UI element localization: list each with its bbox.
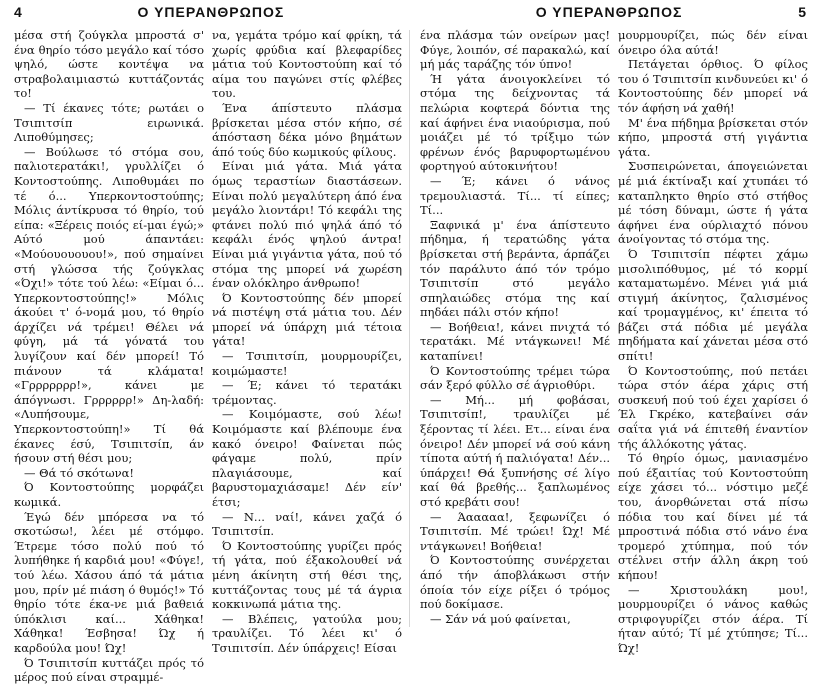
paragraph: Ή γάτα άνοιγοκλείνει τό στόμα της δείχνοντας τά πελώρια κοφτερά δόντια της καί άφήνει ένα νιαούρισμα, πού μοιάζει μέ τό τρίξιμο τών φρένων ένός βαρυφορτωμένου φορτηγού αύτοκινήτου! bbox=[420, 71, 610, 174]
paragraph: — Τί έκανες τότε; ρωτάει ο Τσιπιτσίπ ειρωνικά. Λιποθύμησες; bbox=[14, 100, 204, 145]
paragraph: — Έ; κάνει τό τερατάκι τρέμοντας. bbox=[212, 378, 402, 407]
running-title-right: Ο ΥΠΕΡΑΝΘΡΩΠΟΣ bbox=[535, 4, 683, 20]
page-header-right bbox=[420, 0, 806, 24]
paragraph: — Κοιμόμαστε, σού λέω! Κοιμόμαστε καί βλέπουμε ένα κακό όνειρο! Φαίνεται πώς φάγαμε πολύ, πρίν πλαγιάσουμε, καί βαρυστομαχιάσαμε! Δέν είν' έτσι; bbox=[212, 407, 402, 509]
paragraph: Πετάγεται όρθιος. Ό φίλος του ό Τσιπιτσίπ κινδυνεύει κι' ό Κοντοστούπης δέν μπορεί νά τόν άφήση νά χαθή! bbox=[618, 57, 808, 115]
paragraph: Έγώ δέν μπόρεσα να τό σκοτώσω!, λέει μέ στόμφο. Έτρεμε τόσο πολύ πού τό λυπήθηκε ή καρδιά μου! «Φύγε!, τού λέω. Χάσου άπό τά μάτια μου, πρίν μέ πιάση ό θυμός!» Τό θηρίο τότε έκα-νε μιά βαθειά ύπόκλισι καί... Χάθηκα! Χάθηκα! Έσβησα! Ώχ ή καρδούλα μου! Ώχ! bbox=[14, 509, 204, 655]
text-column-4 bbox=[618, 28, 808, 655]
paragraph: Ό Κοντοστούπης, πού πετάει τώρα στόν άέρα χάρις στή συσκευή πού τού έχει χαρίσει ό Έλ Γκρέκο, κατεβαίνει σάν σαΐτα γιά νά έπιτεθή έναντίον τής άλλόκοτης γάτας. bbox=[618, 363, 808, 451]
paragraph: — Μή... μή φοβάσαι, Τσιπιτσίπ!, τραυλίζει μέ ξέροντας τί λέει. Ετ... είναι ένα όνειρο! Δέν μπορεί νά σού κάνη τίποτα αύτή ή παλιόγατα! Δέν... ύπάρχει! Θά ξυπνήσης σέ λίγο καί θά βρεθής... ξαπλωμένος στό κρεβάτι σου! bbox=[420, 392, 610, 509]
page-number-right: 5 bbox=[798, 4, 806, 20]
running-title-left: Ο ΥΠΕΡΑΝΘΡΩΠΟΣ bbox=[137, 4, 285, 20]
paragraph: να, γεμάτα τρόμο καί φρίκη, τά χωρίς φρύδια καί βλεφαρίδες μάτια τού Κοντοστούπη καί τό αίμα του παγώνει στίς φλέβες του. bbox=[212, 28, 402, 101]
paragraph: Ό Κοντοστούπης δέν μπορεί νά πιστέψη στά μάτια του. Δέν μπορεί νά ύπάρχη μιά τέτοια γάτα! bbox=[212, 290, 402, 349]
paragraph: ένα πλάσμα τών ονείρων μας! Φύγε, λοιπόν, σέ παρακαλώ, καί μή μάς ταράζης τόν ύπνο! bbox=[420, 28, 610, 72]
paragraph: — Βοήθεια!, κάνει πνιχτά τό τερατάκι. Μέ ντάγκωνει! Μέ καταπίνει! bbox=[420, 319, 610, 364]
paragraph: Είναι μιά γάτα. Μιά γάτα όμως τεραστίων διαστάσεων. Είναι πολύ μεγαλύτερη άπό ένα μεγάλο λιοντάρι! Τό κεφάλι της φτάνει πολύ πιό ψηλά άπό τό κεφάλι ένός ψηλού άντρα! Είναι μιά γιγάντια γάτα, πού τό στόμα της μπορεί νά χωρέση έναν ολόκληρο άνθρωπο! bbox=[212, 159, 402, 291]
paragraph: — Βλέπεις, γατούλα μου; τραυλίζει. Τό λέει κι' ό Τσιπιτσίπ. Δέν ύπάρχεις! Είσαι bbox=[212, 611, 402, 655]
paragraph: Ένα άπίστευτο πλάσμα βρίσκεται μέσα στόν κήπο, σέ άπόσταση δέκα μόνο βημάτων άπό τούς δύο κωμικούς φίλους. bbox=[212, 100, 402, 159]
paragraph: μέσα στή ζούγκλα μπροστά σ' ένα θηρίο τόσο μεγάλο καί τόσο ψηλό, ώστε κοντέψα να στραβολαιμιαστώ κυττάζοντάς το! bbox=[14, 28, 204, 101]
paragraph: Ό Κοντοστούπης μορφάζει κωμικά. bbox=[14, 480, 204, 509]
paragraph: — Τσιπιτσίπ, μουρμουρίζει, κοιμώμαστε! bbox=[212, 349, 402, 378]
page-header-left bbox=[14, 0, 400, 24]
paragraph: Ό Τσιπιτσίπ πέφτει χάμω μισολιπόθυμος, μέ τό κορμί καταματωμένο. Μένει γιά μιά στιγμή άκίνητος, ζαλισμένος καί τρομαγμένος, κι' έπειτα τό βάζει στά πόδια μέ μεγάλα πηδήματα καί χάνεται μέσα στό σπίτι! bbox=[618, 246, 808, 364]
paragraph: — Έ; κάνει ό νάνος τρεμουλιαστά. Τί... τί είπες; Τί... bbox=[420, 173, 610, 218]
paragraph: — Σάν νά μού φαίνεται, bbox=[430, 611, 571, 626]
paragraph: μουρμουρίζει, πώς δέν είναι όνειρο όλα αύτά! bbox=[618, 28, 808, 57]
text-column-3 bbox=[420, 28, 610, 628]
paragraph: Ξαφνικά μ' ένα άπίστευτο πήδημα, ή τερατώδης γάτα βρίσκεται στή βεράντα, άρπάζει τόν παράλυτο άπό τόν τρόμο Τσιπιτσίπ στό μεγάλο σπηλαιώδες στόμα της καί πηδάει πάλι στόν κήπο! bbox=[420, 217, 610, 320]
paragraph: Τό θηρίο όμως, μανιασμένο πού έξαιτίας τού Κοντοστούπη είχε χάσει τό... νόστιμο μεζέ του, άνορθώνεται στά πίσω πόδια του καί δίνει μέ τά μπροστινά πόδια στό νάνο ένα τρομερό χτύπημα, πού τόν στέλνει στήν άλλη άκρη τού κήπου! bbox=[618, 451, 808, 582]
paragraph: Ό Κοντοστούπης τρέμει τώρα σάν ξερό φύλλο σέ άγριοθύρι. bbox=[420, 363, 610, 393]
paragraph: — Ν... ναί!, κάνει χαζά ό Τσιπιτσίπ. bbox=[212, 509, 402, 539]
paragraph: Συσπειρώνεται, άπογειώνεται μέ μιά έκτίναξι καί χτυπάει τό καταπληκτο θηρίο στό στήθος μέ τόση δύναμι, ώστε ή γάτα άφήνει ένα ούρλιαχτό πόνου άνοίγοντας τό στόμα της. bbox=[618, 159, 808, 247]
page-number-left: 4 bbox=[14, 4, 22, 20]
text-column-2 bbox=[212, 28, 402, 655]
paragraph: Μ' ένα πήδημα βρίσκεται στόν κήπο, μπροστά στή γιγάντια γάτα. bbox=[618, 115, 808, 159]
paragraph: — Βούλωσε τό στόμα σου, παλιοτερατάκι!, γρυλλίζει ό Κοντοστούπης. Λιποθυμάει πο τέ ό... Υπερκοντοστούπης; Μόλις άντίκρυσα τό θηρίο, τού είπα: «Ξέρεις ποιός εί-μαι έγώ;» Αύτό μού άπαντάει: «Μούουουουου!», πού σημαίνει στή γλώσσα τής ζούγκλας «Όχι!» τότε τού λέω: «Είμαι ό... Υπερκοντοστούπης!» Μόλις άκούει τ' ό-νομά μου, τό θηρίο άρχίζει νά τρέμει! Θέλει νά φύγη, μά τά γόνατά του λυγίζουν καί δέν μπορεί! Τό πιάνουν τά κλάματα! «Γρρρρρρρ!», κάνει με άπόγνωσι. Γρρρρρρ!» Δη-λαδή: «Λυπήσουμε, Υπερκοντοστούπη!» Τί θά έκανες έσύ, Τσιπιτσίπ, άν ήσουν στή θέσι μου; bbox=[14, 144, 204, 466]
paragraph: Ό Κοντοστούπης συνέρχεται άπό τήν άποβλάκωσι στήν όποία τόν είχε ρίξει ό τρόμος πού δοκίμασε. bbox=[420, 553, 610, 612]
paragraph: — Θά τό σκότωνα! bbox=[24, 465, 135, 480]
page-gutter bbox=[409, 30, 410, 627]
paragraph: Ό Τσιπιτσίπ κυττάζει πρός τό μέρος πού είναι στραμμέ- bbox=[14, 655, 204, 685]
text-column-1 bbox=[14, 28, 204, 685]
paragraph: Ό Κοντοστούπης γυρίζει πρός τή γάτα, πού έξακολουθεί νά μένη άκίνητη στή θέσι της, κυττάζοντας τους μέ τά άγρια κοκκινωπά μάτια της. bbox=[212, 538, 402, 612]
paragraph: — Άααααα!, ξεφωνίζει ό Τσιπιτσίπ. Μέ τρώει! Ώχ! Μέ ντάγκωνει! Βοήθεια! bbox=[420, 509, 610, 553]
paragraph: — Χριστουλάκη μου!, μουρμουρίζει ό νάνος καθώς στριφογυρίζει στόν άέρα. Τί ήταν αύτό; Τί μέ χτύπησε; Τί... Ώχ! bbox=[618, 582, 808, 655]
